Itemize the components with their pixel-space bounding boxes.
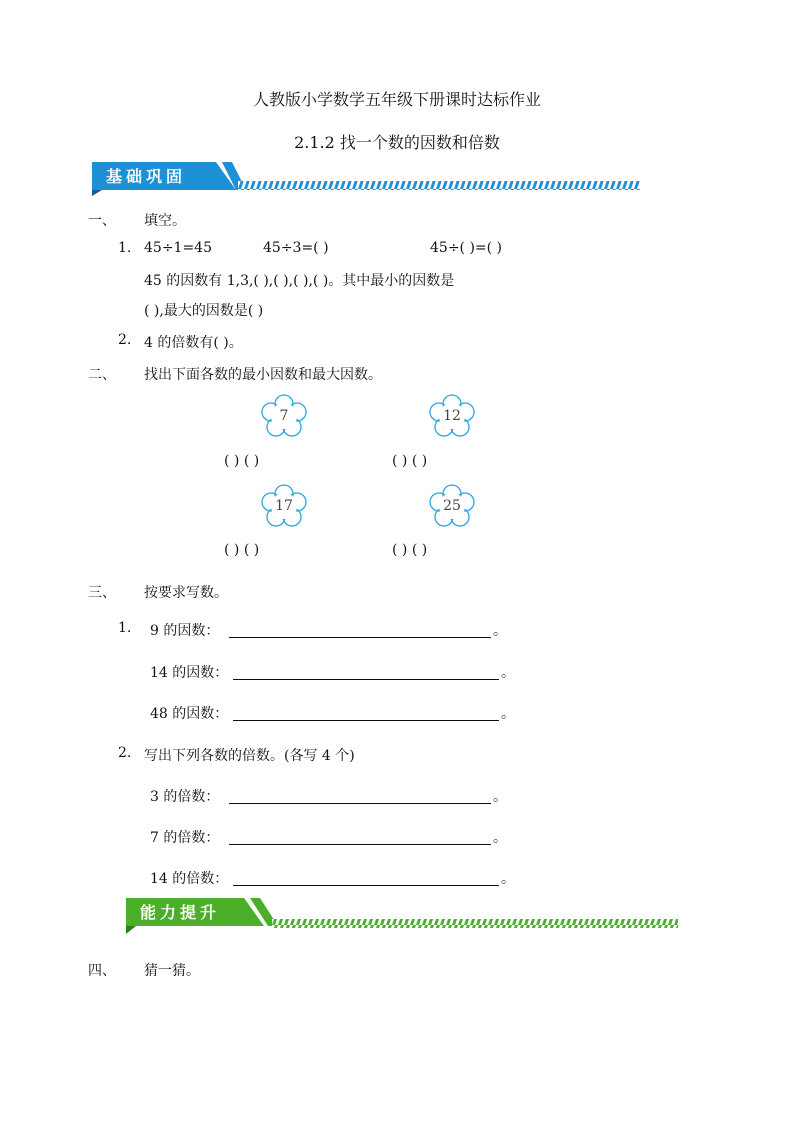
flower-25 [427,484,477,528]
q2-number: 2. [118,332,132,348]
end-mark: 。 [493,789,507,805]
section1-title: 填空。 [144,213,186,229]
flower-12 [427,394,477,438]
s3q2-item-7: 7 的倍数： [150,830,220,846]
s3q1-item-48: 48 的因数： [150,706,229,722]
section4-number: 四、 [88,963,116,979]
section2-number: 二、 [88,367,116,383]
banner-advanced-label: 能力提升 [140,903,221,922]
page-subtitle: 2.1.2 找一个数的因数和倍数 [294,133,500,152]
flower-number: 12 [443,408,461,424]
end-mark: 。 [493,623,507,639]
answer-line[interactable] [233,885,499,886]
answer-line[interactable] [229,637,491,638]
q1-part-a: 45÷1=45 [144,240,212,256]
section3-number: 三、 [88,585,116,601]
q1-line3: ( ),最大的因数是( ) [144,303,264,319]
answer-row-12: ( ) ( ) [392,453,428,469]
q1-line2: 45 的因数有 1,3,( ),( ),( ),( )。其中最小的因数是 [144,273,455,289]
section4-title: 猜一猜。 [144,963,200,979]
s3q2-item-3: 3 的倍数： [150,789,220,805]
q1-part-b: 45÷3=( ) [263,240,329,256]
s3q2-item-14: 14 的倍数： [150,871,229,887]
end-mark: 。 [501,871,515,887]
flower-17 [259,484,309,528]
answer-row-7: ( ) ( ) [224,453,260,469]
s3q1-item-14: 14 的因数： [150,665,229,681]
banner-advanced [122,898,682,938]
flower-number: 25 [443,498,461,514]
end-mark: 。 [493,830,507,846]
answer-line[interactable] [229,803,491,804]
end-mark: 。 [501,665,515,681]
answer-row-25: ( ) ( ) [392,542,428,558]
s3q1-item-9: 9 的因数： [150,623,220,639]
section1-number: 一、 [88,213,116,229]
flower-number: 17 [275,498,293,514]
banner-basic [88,162,648,196]
s3q2-title: 写出下列各数的倍数。(各写 4 个) [144,748,355,764]
q1-number: 1. [118,240,132,256]
s3q2-number: 2. [118,745,132,761]
page-title: 人教版小学数学五年级下册课时达标作业 [252,90,541,109]
flower-number: 7 [279,408,289,424]
answer-line[interactable] [233,679,499,680]
q2-text: 4 的倍数有( )。 [144,335,243,351]
answer-line[interactable] [229,844,491,845]
q1-part-c: 45÷( )=( ) [430,240,503,256]
banner-basic-label: 基础巩固 [106,167,187,186]
end-mark: 。 [501,706,515,722]
section3-title: 按要求写数。 [144,585,228,601]
answer-line[interactable] [233,720,499,721]
section2-title: 找出下面各数的最小因数和最大因数。 [144,367,382,383]
answer-row-17: ( ) ( ) [224,542,260,558]
s3q1-number: 1. [118,620,132,636]
flower-7 [259,394,309,438]
